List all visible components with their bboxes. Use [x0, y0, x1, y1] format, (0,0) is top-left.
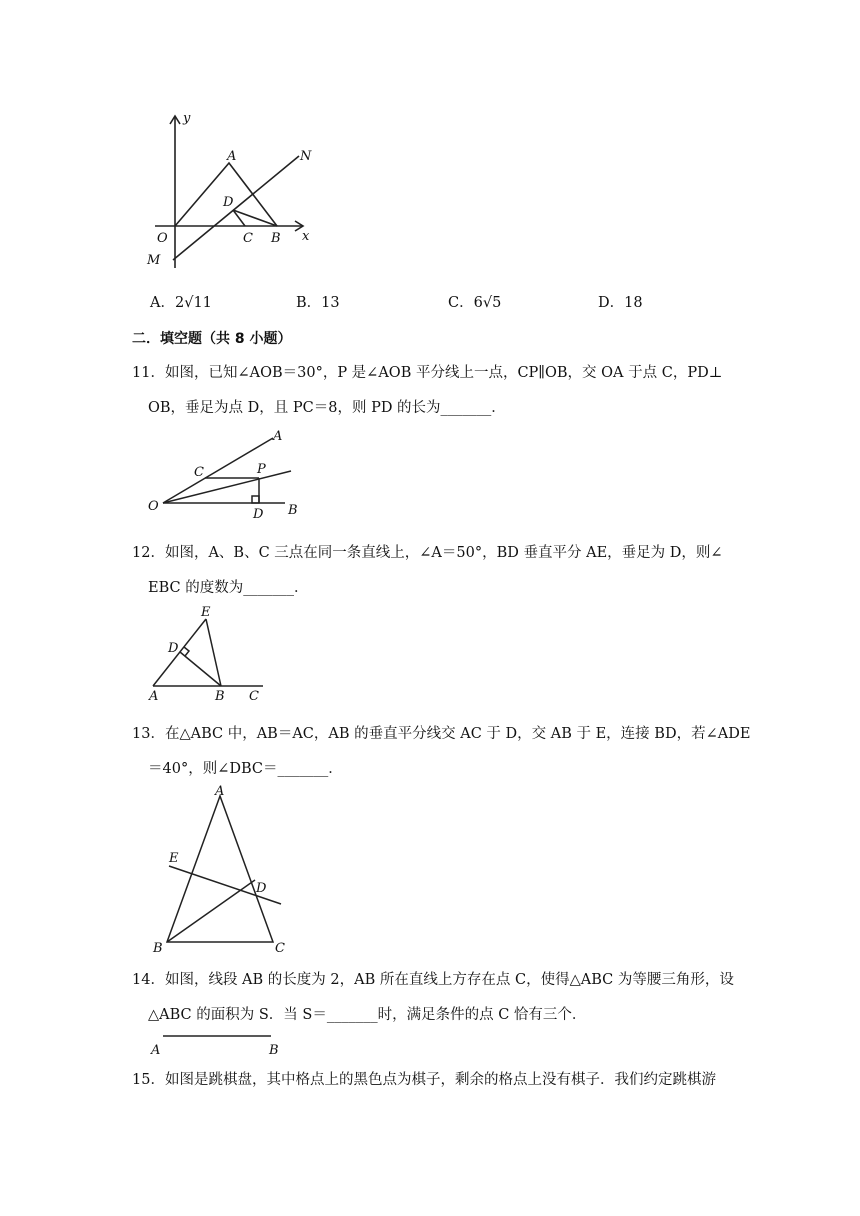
isosceles-triangle-figure	[145, 782, 290, 957]
label-b: B	[153, 941, 163, 956]
figure-q14	[145, 1030, 295, 1058]
label-d: D	[256, 881, 267, 896]
option-a-letter: A．	[150, 295, 175, 311]
option-d-value: 18	[624, 295, 643, 311]
q13-text-line1: 13．在△ABC 中，AB＝AC，AB 的垂直平分线交 AC 于 D，交 AB 于 E，连接 BD，若∠ADE	[132, 726, 751, 742]
label-a: A	[227, 149, 237, 164]
label-m: M	[147, 253, 161, 268]
label-o: O	[157, 231, 168, 246]
label-c: C	[243, 231, 253, 246]
label-e: E	[169, 851, 179, 866]
label-c: C	[275, 941, 285, 956]
q11-text-line1: 11．如图，已知∠AOB＝30°，P 是∠AOB 平分线上一点，CP∥OB，交 OA 于点 C，PD⊥	[132, 365, 723, 381]
segment-ae	[153, 619, 206, 686]
figure-q11	[145, 428, 315, 520]
option-b-letter: B．	[296, 295, 322, 311]
angle-bisector-figure	[145, 428, 315, 520]
perpendicular-bisector-figure	[145, 602, 270, 704]
q13-text-line2: ＝40°，则∠DBC＝_______．	[148, 761, 343, 777]
option-c[interactable]	[448, 291, 501, 312]
right-angle-mark	[252, 496, 259, 503]
coordinate-figure	[145, 108, 325, 278]
triangle-abc	[167, 796, 273, 942]
label-c: C	[249, 689, 259, 704]
label-b: B	[215, 689, 225, 704]
label-a: A	[215, 784, 225, 799]
option-a[interactable]	[150, 291, 212, 312]
option-d[interactable]	[598, 291, 643, 312]
section-title: 二．填空题（共 8 小题）	[132, 331, 292, 347]
option-c-value: 6√5	[473, 295, 502, 311]
label-a: A	[273, 429, 283, 444]
label-d: D	[168, 641, 179, 656]
label-y: y	[183, 111, 191, 126]
label-a: A	[149, 689, 159, 704]
segment-figure	[145, 1030, 295, 1058]
option-c-letter: C．	[448, 295, 474, 311]
label-p: P	[257, 462, 266, 477]
bisector-op	[163, 471, 291, 503]
label-d: D	[253, 507, 264, 520]
figure-q12	[145, 602, 270, 704]
option-a-value: 2√11	[174, 295, 212, 311]
segment-bd	[167, 880, 255, 942]
q12-text-line1: 12．如图，A、B、C 三点在同一条直线上，∠A＝50°，BD 垂直平分 AE，垂足为 D，则∠	[132, 545, 723, 561]
label-x: x	[302, 229, 310, 244]
option-b-value: 13	[321, 295, 340, 311]
label-c: C	[194, 465, 204, 480]
label-a: A	[151, 1043, 161, 1058]
q11-text-line2: OB，垂足为点 D，且 PC＝8，则 PD 的长为_______．	[148, 400, 506, 416]
label-n: N	[300, 149, 312, 164]
option-d-letter: D．	[598, 295, 625, 311]
label-e: E	[201, 605, 211, 620]
figure-q10	[145, 108, 325, 278]
label-d: D	[223, 195, 234, 210]
label-b: B	[288, 503, 298, 518]
q12-text-line2: EBC 的度数为_______．	[148, 580, 309, 596]
q15-text-line1: 15．如图是跳棋盘，其中格点上的黑色点为棋子，剩余的格点上没有棋子．我们约定跳棋游	[132, 1072, 716, 1088]
q14-text-line1: 14．如图，线段 AB 的长度为 2，AB 所在直线上方存在点 C，使得△ABC 为等腰三角形，设	[132, 972, 734, 988]
label-b: B	[269, 1043, 279, 1058]
option-b[interactable]	[296, 291, 340, 312]
q14-text-line2: △ABC 的面积为 S．当 S＝_______时，满足条件的点 C 恰有三个．	[148, 1007, 587, 1023]
label-b: B	[271, 231, 281, 246]
label-o: O	[148, 499, 159, 514]
right-angle-mark	[184, 647, 189, 656]
figure-q13	[145, 782, 290, 957]
